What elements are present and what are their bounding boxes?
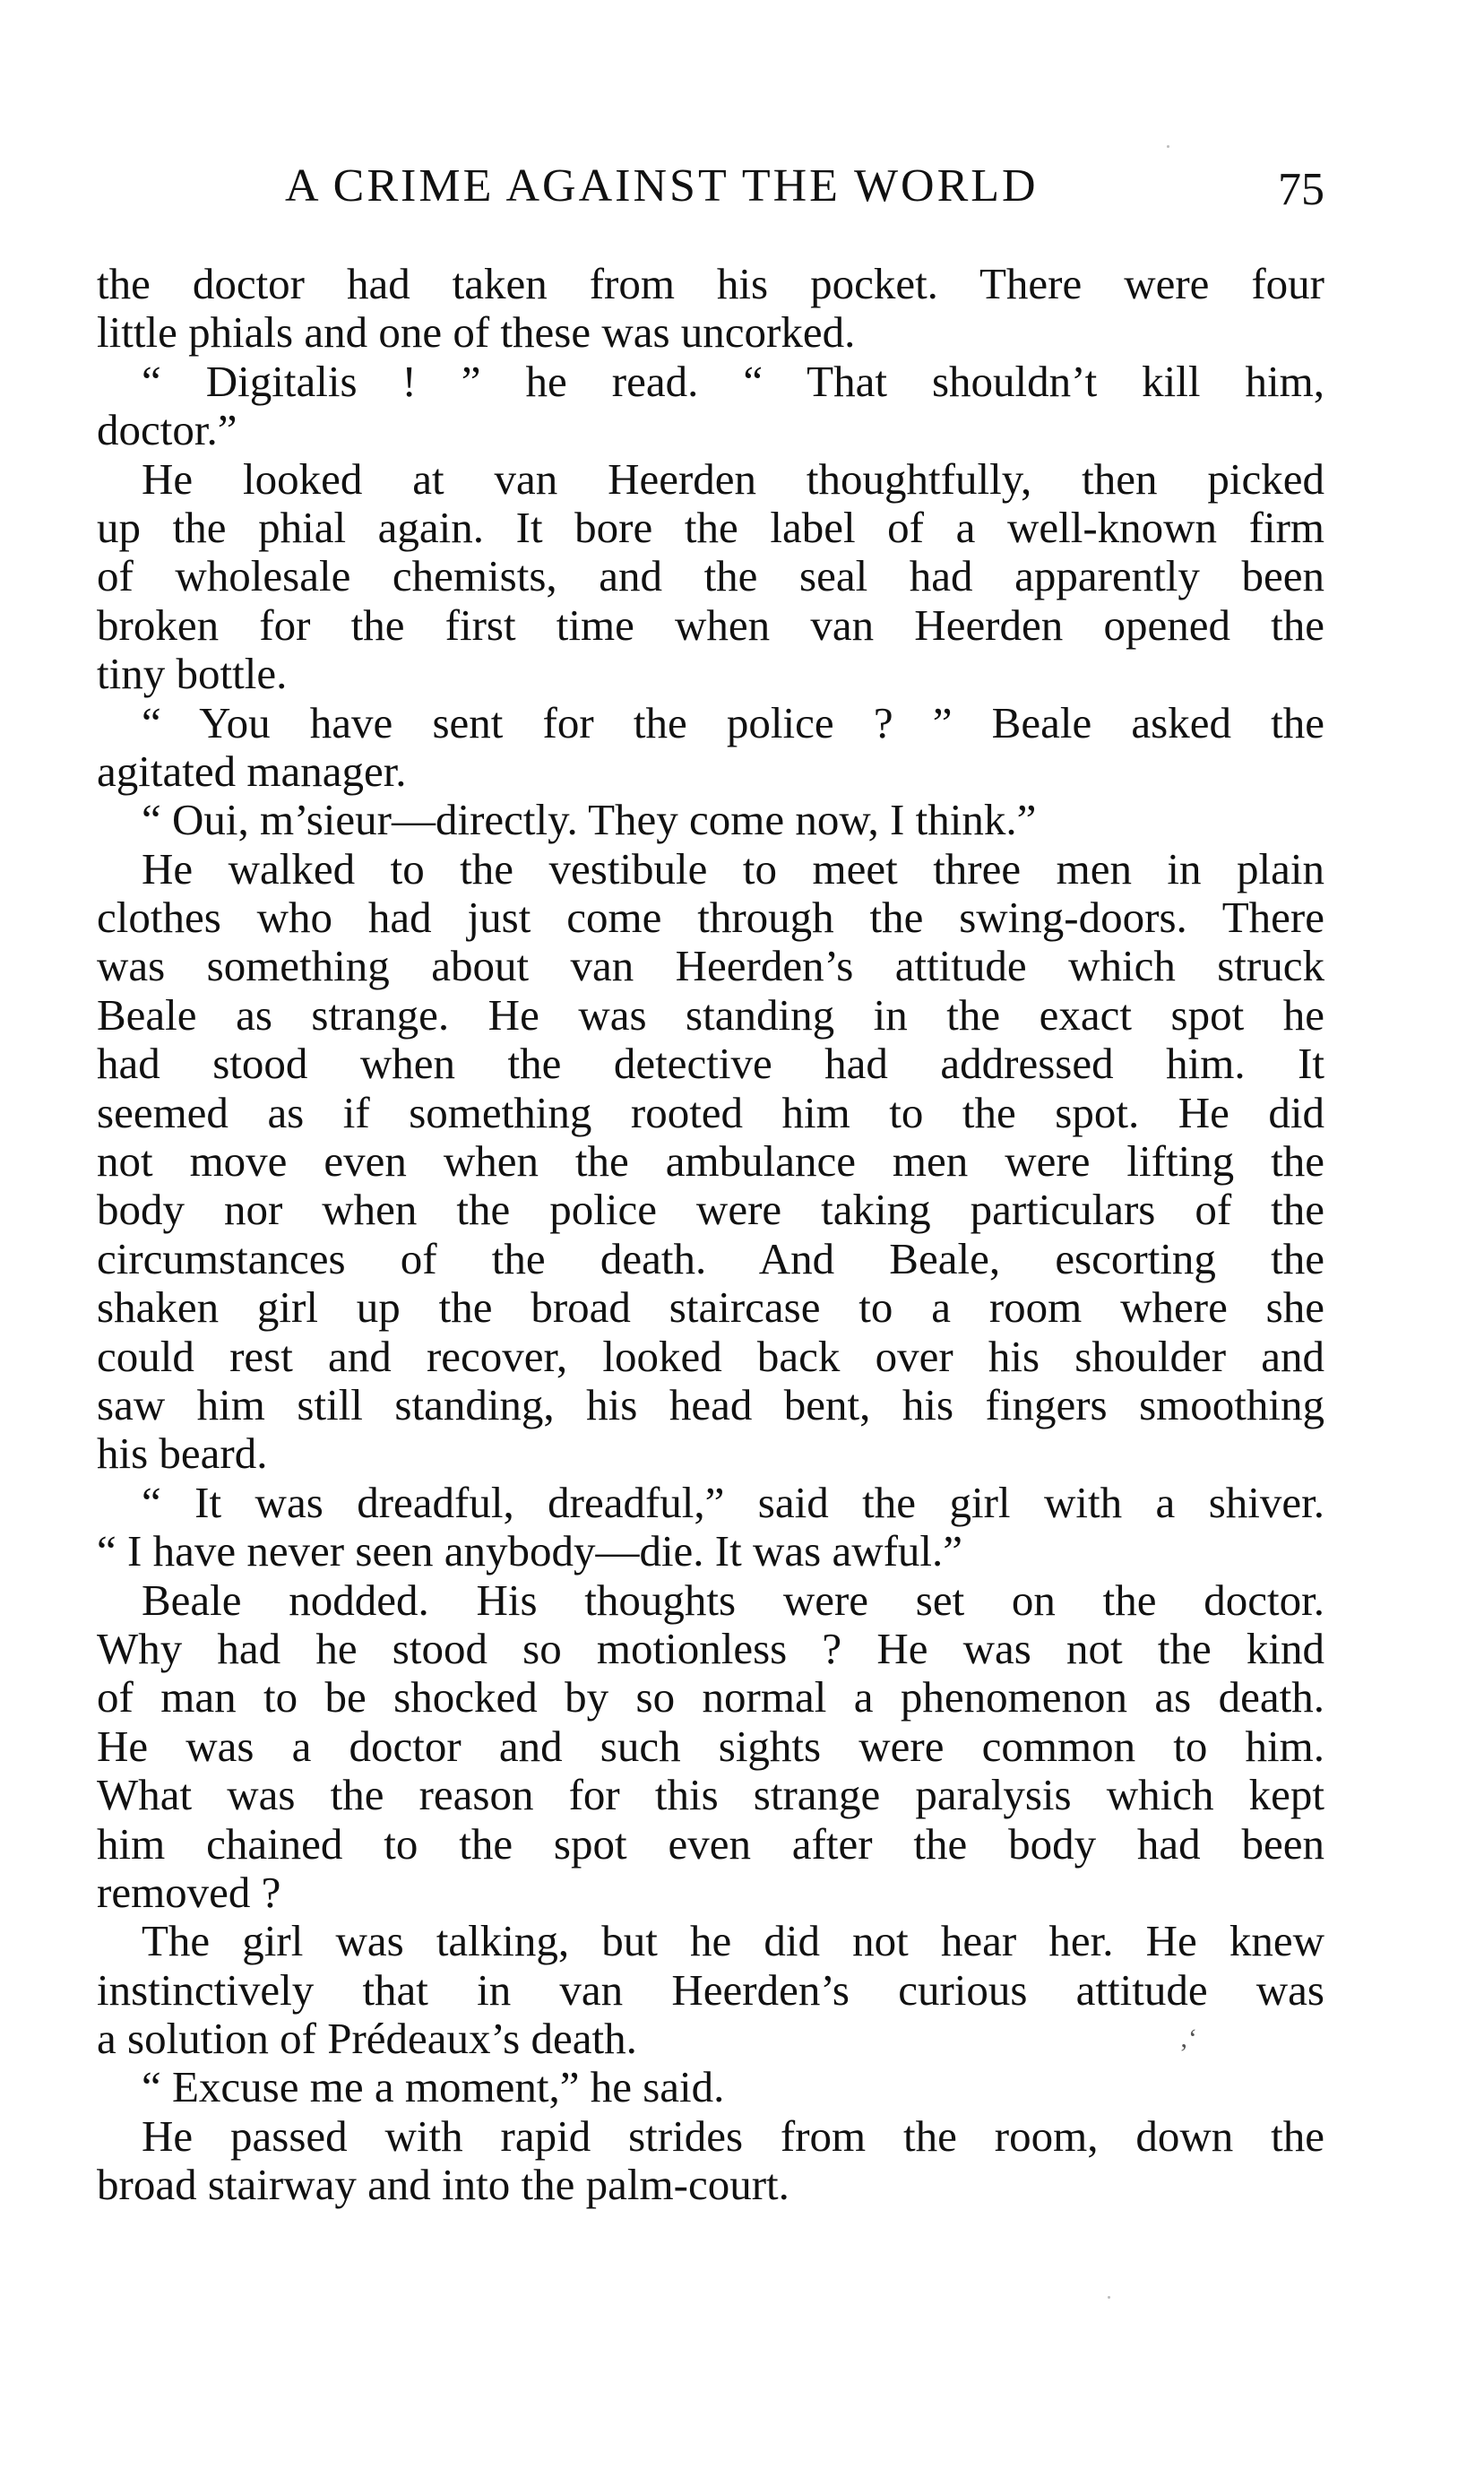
text-line: The girl was talking, but he did not hear her. He knew [142, 1916, 1324, 1966]
text-line: up the phial again. It bore the label of a well-known firm [97, 502, 1324, 552]
text-line: shaken girl up the broad staircase to a room where she [97, 1282, 1324, 1333]
text-line: clothes who had just come through the swing-doors. There [97, 893, 1324, 943]
text-line: He was a doctor and such sights were common to him. [97, 1721, 1324, 1771]
text-line: What was the reason for this strange paralysis which kept [97, 1770, 1324, 1820]
paper-speck [1108, 2296, 1110, 2299]
text-line: doctor.” [97, 405, 237, 455]
running-head [97, 160, 1324, 222]
text-line: He looked at van Heerden thoughtfully, then picked [142, 453, 1324, 504]
text-line: “ Oui, m’sieur—directly. They come now, I think.” [142, 795, 1037, 845]
body-text [97, 260, 1324, 2210]
text-line: “ You have sent for the police ? ” Beale asked the [142, 697, 1324, 747]
stray-ink-mark: ‚‘ [1179, 2024, 1197, 2053]
text-line: He walked to the vestibule to meet three men in plain [142, 843, 1324, 893]
text-line: agitated manager. [97, 746, 407, 796]
text-line: Why had he stood so motionless ? He was not the kind [97, 1623, 1324, 1673]
text-line: was something about van Heerden’s attitude which struck [97, 941, 1324, 991]
text-line: a solution of Prédeaux’s death. [97, 2014, 637, 2064]
text-line: broad stairway and into the palm-court. [97, 2160, 789, 2210]
text-line: not move even when the ambulance men were lifting the [97, 1136, 1324, 1187]
text-line: him chained to the spot even after the body had been [97, 1818, 1324, 1869]
text-line: of wholesale chemists, and the seal had apparently been [97, 551, 1324, 601]
text-line: the doctor had taken from his pocket. There were four [97, 259, 1324, 308]
text-line: He passed with rapid strides from the room, down the [142, 2111, 1324, 2161]
text-line: of man to be shocked by so normal a phenomenon as death. [97, 1672, 1324, 1722]
running-title: A CRIME AGAINST THE WORLD [285, 160, 1039, 211]
text-line: Beale nodded. His thoughts were set on the doctor. [142, 1575, 1324, 1625]
text-line: body nor when the police were taking particulars of the [97, 1185, 1324, 1235]
text-line: Beale as strange. He was standing in the exact spot he [97, 989, 1324, 1040]
text-line: instinctively that in van Heerden’s curious attitude was [97, 1964, 1324, 2015]
text-line: little phials and one of these was uncorked. [97, 307, 856, 358]
text-line: “ Excuse me a moment,” he said. [142, 2062, 725, 2112]
text-line: had stood when the detective had addressed him. It [97, 1039, 1324, 1089]
text-line: his beard. [97, 1429, 268, 1479]
text-line: could rest and recover, looked back over his shoulder and [97, 1331, 1324, 1381]
text-line: removed ? [97, 1867, 281, 1917]
text-line: circumstances of the death. And Beale, escorting the [97, 1233, 1324, 1283]
paper-speck [1167, 145, 1169, 148]
text-line: “ It was dreadful, dreadful,” said the girl with a shiver. [142, 1477, 1324, 1527]
text-line: tiny bottle. [97, 649, 288, 699]
text-line: “ Digitalis ! ” he read. “ That shouldn’t kill him, [142, 356, 1324, 406]
text-line: saw him still standing, his head bent, his fingers smoothing [97, 1379, 1324, 1429]
text-line: “ I have never seen anybody—die. It was awful.” [97, 1526, 963, 1576]
page-number: 75 [1278, 164, 1324, 215]
text-line: seemed as if something rooted him to the spot. He did [97, 1087, 1324, 1137]
text-line: broken for the first time when van Heerden opened the [97, 600, 1324, 650]
